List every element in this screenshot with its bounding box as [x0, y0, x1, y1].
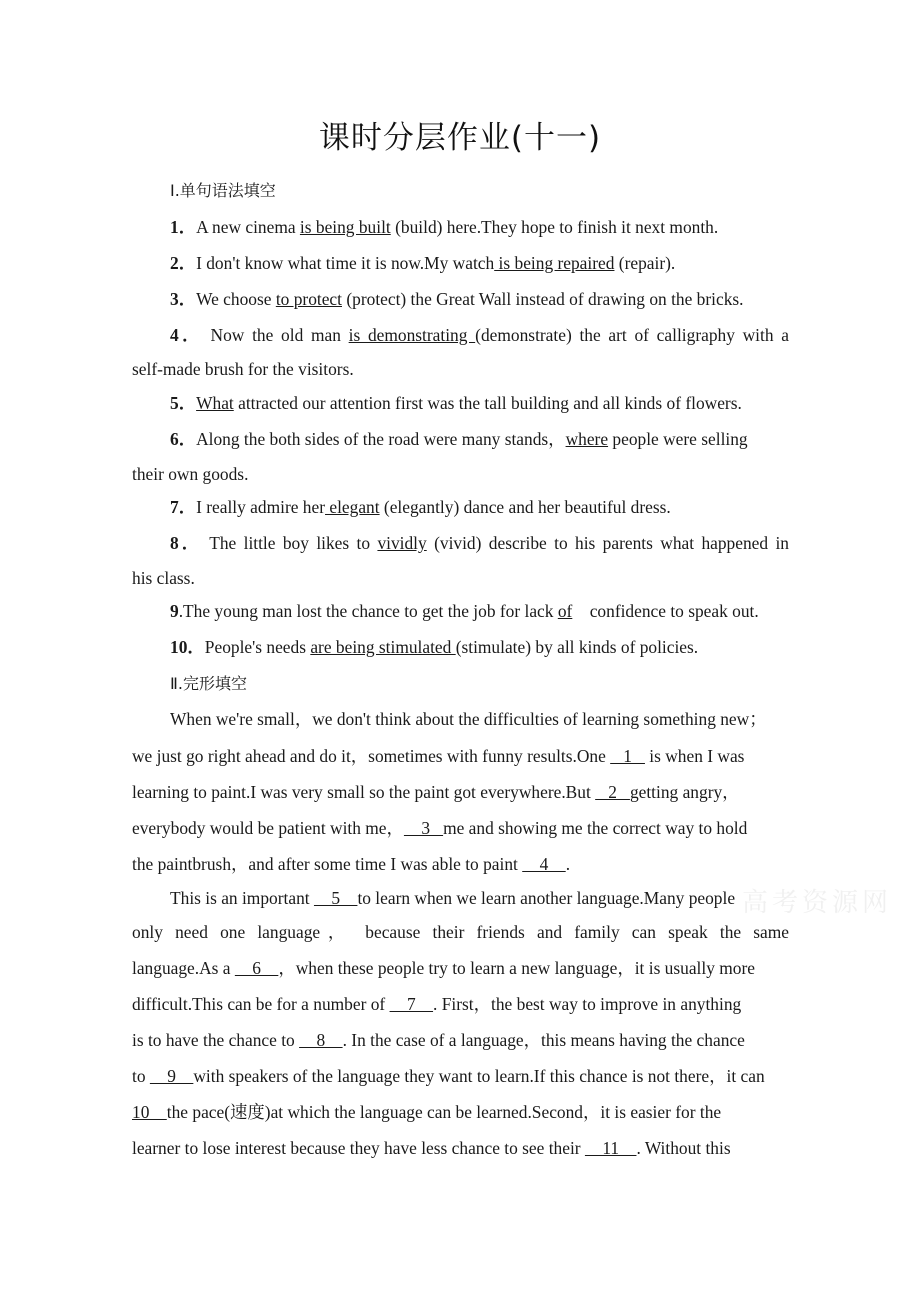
question-text: People's needs	[204, 637, 311, 657]
answer: is demonstrating	[348, 325, 476, 345]
answer: to protect	[275, 289, 342, 309]
question-text: I don't know what time it is now.My watch	[196, 253, 495, 273]
question-2	[170, 252, 675, 274]
blank-1: 1	[610, 746, 645, 766]
passage-text: is to have the chance to	[132, 1030, 300, 1050]
question-4	[170, 324, 789, 346]
question-1	[170, 216, 718, 238]
question-text: (protect) the Great Wall instead of drawing on the bricks.	[342, 289, 744, 309]
blank-11: 11	[584, 1138, 637, 1158]
blank-4: 4	[522, 854, 566, 874]
question-number: 3．	[170, 289, 197, 309]
question-number: 2．	[170, 253, 197, 273]
answer: where	[565, 429, 609, 449]
answer: is being built	[299, 217, 391, 237]
passage-text: . In the case of a language，this means having the chance	[342, 1030, 745, 1050]
question-5	[170, 392, 742, 414]
passage-text: getting angry，	[629, 782, 740, 802]
question-text: Now the old man	[202, 325, 349, 345]
passage-line	[132, 993, 741, 1015]
question-number: 8．	[170, 533, 203, 553]
passage-line	[132, 1137, 731, 1159]
question-4-continued: self-made brush for the visitors.	[132, 359, 354, 379]
blank-5: 5	[313, 888, 358, 908]
passage-text: . First，the best way to improve in anything	[433, 994, 742, 1014]
passage-text: learning to paint.I was very small so the paint got everywhere.But	[132, 782, 596, 802]
passage-line: When we're small，we don't think about the difficulties of learning something new；	[170, 709, 767, 729]
section-2-heading: Ⅱ.完形填空	[170, 674, 247, 693]
passage-text: difficult.This can be for a number of	[132, 994, 390, 1014]
passage-line	[170, 887, 735, 909]
blank-6: 6	[234, 958, 279, 978]
passage-text: me and showing me the correct way to hold	[443, 818, 748, 838]
blank-9: 9	[149, 1066, 194, 1086]
passage-text: .	[565, 854, 571, 874]
question-text: attracted our attention first was the tall building and all kinds of flowers.	[233, 393, 742, 413]
blank-7: 7	[389, 994, 434, 1014]
passage-line: only need one language， because their friends and family can speak the same	[132, 922, 789, 942]
question-number: 6．	[170, 429, 197, 449]
blank-2: 2	[595, 782, 630, 802]
answer: of	[557, 601, 573, 621]
question-text: A new cinema	[196, 217, 300, 237]
passage-line	[132, 957, 755, 979]
passage-text: we just go right ahead and do it，sometimes with funny results.One	[132, 746, 611, 766]
question-text: The little boy likes to	[202, 533, 378, 553]
question-9	[170, 600, 759, 622]
question-number: 5．	[170, 393, 197, 413]
passage-line	[132, 853, 570, 875]
passage-text: everybody would be patient with me，	[132, 818, 404, 838]
passage-text: the paintbrush，and after some time I was able to paint	[132, 854, 523, 874]
answer: vividly	[377, 533, 427, 553]
question-text: .The young man lost the chance to get the job for lack	[178, 601, 558, 621]
page-title: 课时分层作业(十一)	[318, 120, 602, 156]
passage-text: language.As a	[132, 958, 235, 978]
question-text: (demonstrate) the art of calligraphy with a	[475, 325, 789, 345]
passage-line	[132, 1101, 721, 1123]
passage-text: to	[132, 1066, 150, 1086]
answer: What	[196, 393, 234, 413]
question-text: people were selling	[608, 429, 748, 449]
passage-text: the pace(速度)at which the language can be learned.Second，it is easier for the	[166, 1102, 722, 1122]
blank-3: 3	[403, 818, 444, 838]
answer: is being repaired	[494, 253, 615, 273]
question-text: I really admire her	[196, 497, 326, 517]
question-text: Along the both sides of the road were many stands，	[196, 429, 566, 449]
passage-text: to learn when we learn another language.Many people	[357, 888, 736, 908]
section-1-heading: Ⅰ.单句语法填空	[170, 181, 276, 200]
passage-line	[132, 781, 740, 803]
question-text: We choose	[196, 289, 276, 309]
question-text: (elegantly) dance and her beautiful dress.	[379, 497, 671, 517]
watermark: 高考资源网	[742, 888, 893, 918]
passage-line	[132, 817, 747, 839]
passage-line	[132, 1065, 765, 1087]
passage-text: This is an important	[170, 888, 314, 908]
passage-text: learner to lose interest because they have less chance to see their	[132, 1138, 585, 1158]
question-6-continued: their own goods.	[132, 464, 249, 484]
question-text: confidence to speak out.	[572, 601, 759, 621]
passage-text: is when I was	[644, 746, 745, 766]
question-8	[170, 532, 789, 554]
question-text: (build) here.They hope to finish it next month.	[390, 217, 719, 237]
answer: elegant	[325, 497, 380, 517]
passage-text: with speakers of the language they want to learn.If this chance is not there，it can	[193, 1066, 765, 1086]
question-8-continued: his class.	[132, 568, 195, 588]
passage-line	[132, 745, 744, 767]
question-6	[170, 428, 748, 450]
passage-text: . Without this	[636, 1138, 731, 1158]
question-number: 1．	[170, 217, 197, 237]
passage-text: ，when these people try to learn a new language，it is usually more	[278, 958, 755, 978]
question-text: (stimulate) by all kinds of policies.	[455, 637, 699, 657]
question-number: 7．	[170, 497, 197, 517]
blank-8: 8	[299, 1030, 343, 1050]
question-number: 4．	[170, 325, 203, 345]
question-3	[170, 288, 744, 310]
question-10	[170, 636, 698, 658]
question-text: (vivid) describe to his parents what happened in	[426, 533, 789, 553]
question-number: 10．	[170, 637, 205, 657]
blank-10: 10	[132, 1102, 167, 1122]
answer: are being stimulated	[310, 637, 456, 657]
question-number: 9	[170, 601, 179, 621]
question-7	[170, 496, 671, 518]
passage-line	[132, 1029, 745, 1051]
question-text: (repair).	[614, 253, 676, 273]
